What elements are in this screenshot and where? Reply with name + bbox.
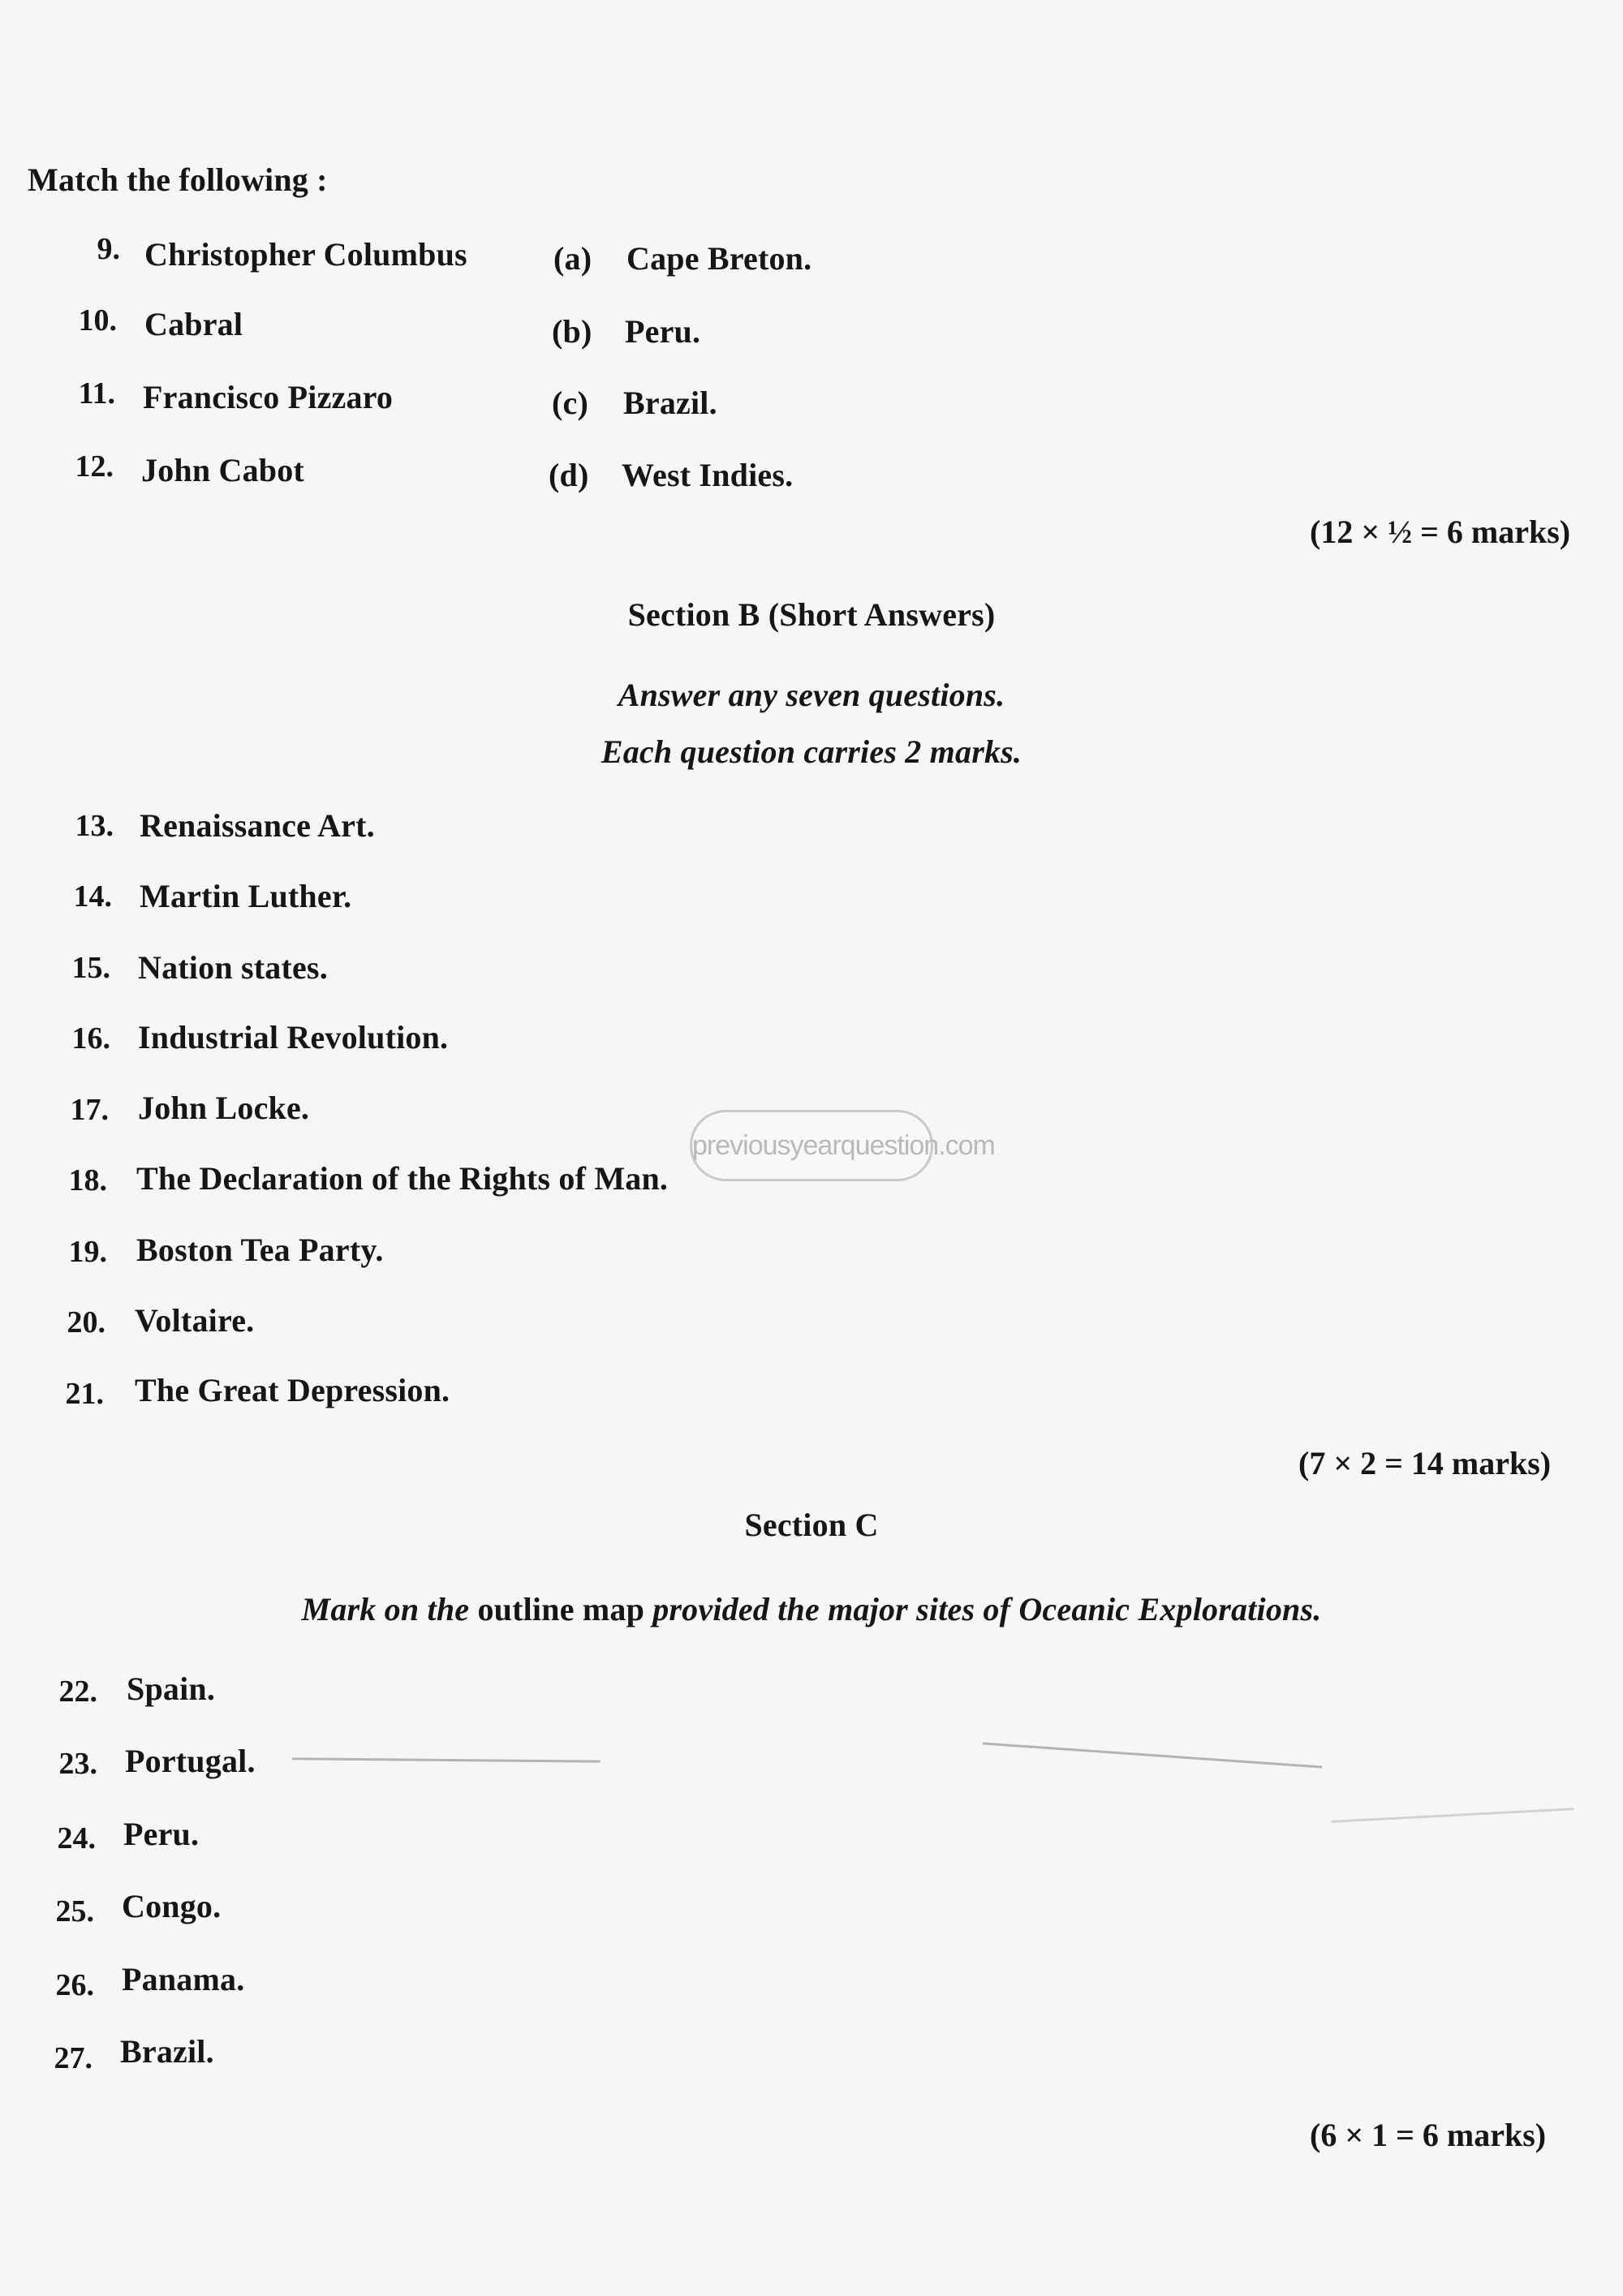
question-text: Renaissance Art. xyxy=(140,807,375,844)
question-text: Industrial Revolution. xyxy=(138,1019,449,1056)
match-left-item: Christopher Columbus xyxy=(144,236,467,273)
question-text: Brazil. xyxy=(120,2033,214,2070)
match-left-item: Cabral xyxy=(144,306,243,342)
question-number: 22. xyxy=(58,1675,97,1709)
question-number: 20. xyxy=(67,1305,105,1339)
match-left-item: Francisco Pizzaro xyxy=(143,379,394,415)
section-b-instruction: Answer any seven questions. xyxy=(618,677,1005,713)
question-number: 24. xyxy=(57,1821,96,1855)
question-text: Voltaire. xyxy=(135,1302,255,1339)
match-right-item: West Indies. xyxy=(622,457,794,493)
question-text: The Declaration of the Rights of Man. xyxy=(136,1160,669,1197)
section-c-title: Section C xyxy=(744,1507,879,1543)
question-number: 10. xyxy=(78,303,117,338)
section-b-title: Section B (Short Answers) xyxy=(627,596,996,633)
question-number: 12. xyxy=(75,449,114,484)
match-right-item: Brazil. xyxy=(623,385,717,421)
marks-allocation: (6 × 1 = 6 marks) xyxy=(1310,2117,1547,2153)
scan-streak xyxy=(982,1742,1322,1768)
question-text: Congo. xyxy=(122,1888,222,1924)
question-number: 14. xyxy=(73,879,112,914)
question-number: 15. xyxy=(71,951,110,985)
question-text: Peru. xyxy=(123,1816,200,1852)
match-right-item: Peru. xyxy=(625,313,701,350)
match-heading: Match the following : xyxy=(28,161,328,198)
match-right-item: Cape Breton. xyxy=(626,240,812,277)
watermark-logo: previousyearquestion.com xyxy=(690,1110,933,1181)
match-right-letter: (b) xyxy=(552,313,592,350)
question-number: 27. xyxy=(54,2041,93,2075)
marks-allocation: (7 × 2 = 14 marks) xyxy=(1298,1445,1552,1481)
match-right-letter: (d) xyxy=(549,457,589,493)
question-number: 18. xyxy=(68,1163,107,1197)
marks-allocation: (12 × ½ = 6 marks) xyxy=(1310,514,1571,550)
question-text: John Locke. xyxy=(138,1090,310,1126)
question-number: 9. xyxy=(97,232,120,266)
question-number: 21. xyxy=(65,1377,104,1411)
question-text: Portugal. xyxy=(125,1743,256,1779)
question-number: 25. xyxy=(55,1894,94,1928)
question-number: 19. xyxy=(68,1235,107,1269)
section-b-instruction: Each question carries 2 marks. xyxy=(601,733,1022,770)
question-text: Martin Luther. xyxy=(140,878,352,914)
scan-streak xyxy=(1331,1808,1574,1823)
question-text: Panama. xyxy=(122,1961,245,1997)
question-number: 13. xyxy=(75,809,114,843)
match-left-item: John Cabot xyxy=(141,452,304,488)
match-right-letter: (a) xyxy=(553,240,592,277)
question-text: The Great Depression. xyxy=(135,1372,450,1408)
question-text: Spain. xyxy=(127,1670,216,1707)
question-text: Boston Tea Party. xyxy=(136,1232,384,1268)
question-number: 26. xyxy=(55,1968,94,2002)
question-number: 17. xyxy=(70,1093,109,1127)
question-number: 16. xyxy=(71,1021,110,1056)
section-c-instruction: Mark on the outline map provided the major sites of Oceanic Explorations. xyxy=(301,1591,1322,1627)
scan-streak xyxy=(292,1757,601,1762)
match-right-letter: (c) xyxy=(552,385,588,421)
question-text: Nation states. xyxy=(138,949,328,986)
question-number: 11. xyxy=(78,376,115,411)
question-number: 23. xyxy=(58,1747,97,1781)
